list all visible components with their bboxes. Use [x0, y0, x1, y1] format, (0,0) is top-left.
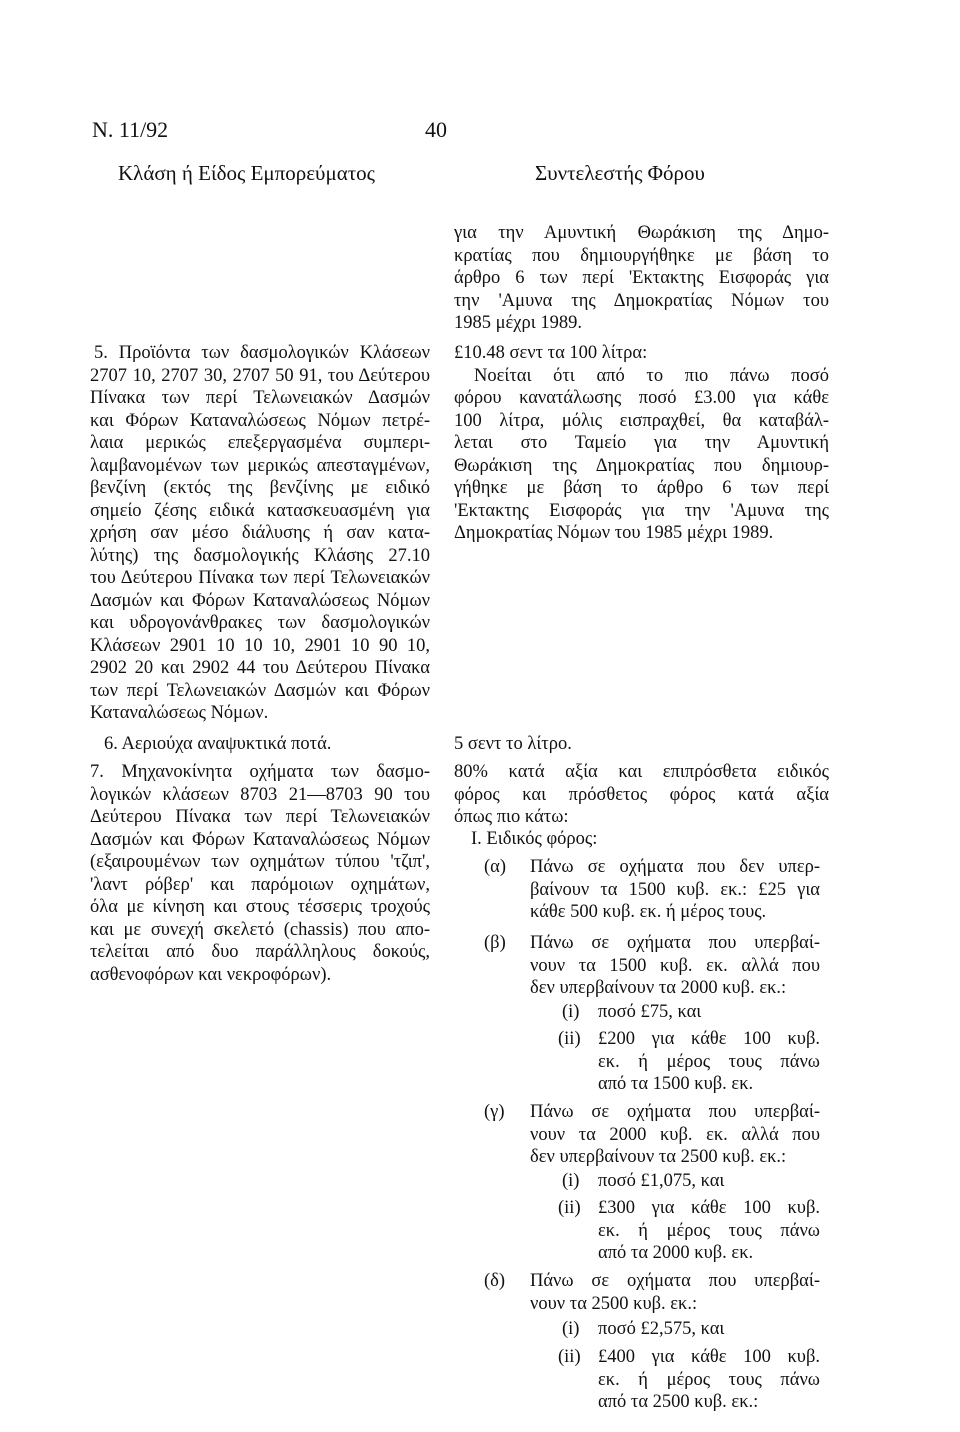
column-heading-rate: Συντελεστής Φόρου: [535, 161, 705, 185]
subitem-c-ii-label: (ii): [558, 1198, 581, 1218]
text-line: 'Εκτακτης Εισφοράς για την 'Αμυνα της: [454, 500, 829, 521]
subitem-a-label: (α): [484, 857, 507, 877]
text-line: 5. Προϊόντα των δασμολογικών Κλάσεων: [94, 343, 430, 363]
text-line: και με συνεχή σκελετό (chassis) που απο-: [90, 919, 430, 940]
text-line: και Φόρων Καταναλώσεως Νόμων πετρέ-: [90, 410, 430, 431]
subitem-d-text: [530, 1270, 820, 1315]
text-line: δεν υπερβαίνουν τα 2500 κυβ. εκ.:: [530, 1147, 787, 1167]
subitem-c-label: (γ): [484, 1102, 505, 1122]
text-line: γήθηκε με βάση το άρθρο 6 των περί: [454, 478, 829, 498]
text-line: νουν τα 1500 κυβ. εκ. αλλά που: [530, 955, 820, 976]
text-line: Πάνω σε οχήματα που δεν υπερ-: [530, 857, 820, 877]
subitem-d-ii-text: [598, 1346, 820, 1414]
text-line: λύτης) της δασμολογικής Κλάσης 27.10: [90, 545, 430, 566]
subitem-d-ii-label: (ii): [558, 1347, 581, 1367]
text-line: 'λαντ ρόβερ' και παρόμοιων οχημάτων,: [90, 874, 430, 895]
text-line: 100 λίτρα, μόλις εισπραχθεί, θα καταβάλ-: [454, 410, 829, 431]
text-line: £10.48 σεντ τα 100 λίτρα:: [454, 343, 648, 363]
special-tax-heading: Ι. Ειδικός φόρος:: [471, 829, 598, 849]
subitem-d-i-text: ποσό £2,575, και: [598, 1319, 725, 1339]
text-line: λαια μερικώς επεξεργασμένα συμπερι-: [90, 433, 430, 453]
text-line: 80% κατά αξία και επιπρόσθετα ειδικός: [454, 762, 829, 782]
text-line: κρατίας που δημιουργήθηκε με βάση το: [454, 245, 829, 266]
text-line: εκ. ή μέρος τους πάνω: [598, 1220, 820, 1241]
text-line: εκ. ή μέρος τους πάνω: [598, 1369, 820, 1390]
text-line: από τα 1500 κυβ. εκ.: [598, 1074, 754, 1094]
text-line: βαίνουν τα 1500 κυβ. εκ.: £25 για: [530, 879, 820, 900]
text-line: £200 για κάθε 100 κυβ.: [598, 1029, 820, 1049]
text-line: Καταναλώσεως Νόμων.: [90, 703, 269, 723]
subitem-b-ii-text: [598, 1028, 820, 1096]
text-line: κάθε 500 κυβ. εκ. ή μέρος τους.: [530, 902, 767, 922]
text-line: Πάνω σε οχήματα που υπερβαί-: [530, 933, 820, 953]
item-7-rate-intro: [454, 761, 829, 829]
text-line: τελείται από δυο παράλληλους δοκούς,: [90, 942, 430, 962]
text-line: νουν τα 2000 κυβ. εκ. αλλά που: [530, 1124, 820, 1145]
text-line: 2902 20 και 2902 44 του Δεύτερου Πίνακα: [90, 658, 430, 678]
subitem-b-i-text: ποσό £75, και: [598, 1002, 702, 1022]
text-line: φόρος και πρόσθετος φόρος κατά αξία: [454, 784, 829, 805]
text-line: 1985 μέχρι 1989.: [454, 313, 582, 333]
text-line: Πάνω σε οχήματα που υπερβαί-: [530, 1102, 820, 1122]
text-line: φόρου κανατάλωσης ποσό £3.00 για κάθε: [454, 388, 829, 408]
text-line: Δασμών και Φόρων Καταναλώσεως Νόμων: [90, 590, 430, 611]
subitem-c-i-label: (i): [562, 1171, 580, 1191]
text-line: όλα με κίνηση και στους τέσσερις τροχούς: [90, 897, 430, 917]
text-line: 2707 10, 2707 30, 2707 50 91, του Δεύτερου: [90, 365, 430, 386]
subitem-d-i-label: (i): [562, 1319, 580, 1339]
subitem-b-label: (β): [484, 933, 506, 953]
law-number: Ν. 11/92: [92, 117, 169, 142]
text-line: σημείο ζέσης ειδικά κατασκευασμένη για: [90, 500, 430, 521]
text-line: από τα 2500 κυβ. εκ.:: [598, 1392, 759, 1412]
item-7-description: [90, 761, 430, 986]
text-line: την 'Αμυνα της Δημοκρατίας Νόμων του: [454, 290, 829, 311]
subitem-c-text: [530, 1101, 820, 1169]
item-6-description: 6. Αεριούχα αναψυκτικά ποτά.: [104, 734, 332, 754]
subitem-a-text: [530, 856, 820, 924]
page-number: 40: [425, 117, 447, 142]
item-5-rate: [454, 342, 829, 545]
text-line: δεν υπερβαίνουν τα 2000 κυβ. εκ.:: [530, 978, 787, 998]
text-line: όπως πιο κάτω:: [454, 807, 569, 827]
text-line: Δασμών και Φόρων Καταναλώσεως Νόμων: [90, 829, 430, 850]
subitem-c-ii-text: [598, 1197, 820, 1265]
text-line: Πάνω σε οχήματα που υπερβαί-: [530, 1271, 820, 1291]
text-line: νουν τα 2500 κυβ. εκ.:: [530, 1293, 698, 1314]
text-line: 7. Μηχανοκίνητα οχήματα των δασμο-: [90, 762, 430, 782]
column-heading-class: Κλάση ή Είδος Εμπορεύματος: [118, 161, 375, 185]
text-line: βενζίνη (εκτός της βενζίνης με ειδικό: [90, 478, 430, 498]
text-line: £300 για κάθε 100 κυβ.: [598, 1198, 820, 1218]
subitem-c-i-text: ποσό £1,075, και: [598, 1171, 725, 1191]
text-line: Πίνακα των περί Τελωνειακών Δασμών: [90, 388, 430, 408]
text-line: των περί Τελωνειακών Δασμών και Φόρων: [90, 680, 430, 701]
item-6-rate: 5 σεντ το λίτρο.: [454, 734, 572, 754]
text-line: Δημοκρατίας Νόμων του 1985 μέχρι 1989.: [454, 523, 774, 543]
text-line: Δεύτερου Πίνακα των περί Τελωνειακών: [90, 807, 430, 827]
item-5-description: [90, 342, 430, 725]
text-line: λεται στο Ταμείο για την Αμυντική: [454, 433, 829, 453]
text-line: λογικών κλάσεων 8703 21—8703 90 του: [90, 784, 430, 805]
subitem-b-ii-label: (ii): [558, 1029, 581, 1049]
text-line: χρήση σαν μέσο διάλυσης ή σαν κατα-: [90, 523, 430, 543]
text-line: ασθενοφόρων και νεκροφόρων).: [90, 964, 332, 985]
text-line: Νοείται ότι από το πιο πάνω ποσό: [474, 365, 829, 386]
text-line: Κλάσεων 2901 10 10 10, 2901 10 90 10,: [90, 635, 430, 656]
text-line: από τα 2000 κυβ. εκ.: [598, 1243, 754, 1263]
right-continuation: [454, 222, 829, 335]
text-line: (εξαιρουμένων των οχημάτων τύπου 'τζιπ',: [90, 852, 430, 872]
subitem-d-label: (δ): [484, 1271, 506, 1291]
text-line: £400 για κάθε 100 κυβ.: [598, 1347, 820, 1367]
subitem-b-i-label: (i): [562, 1002, 580, 1022]
text-line: και υδρογονάνθρακες των δασμολογικών: [90, 613, 430, 633]
text-line: για την Αμυντική Θωράκιση της Δημο-: [454, 223, 829, 243]
text-line: Θωράκιση της Δημοκρατίας που δημιουρ-: [454, 455, 829, 476]
text-line: του Δεύτερου Πίνακα των περί Τελωνειακών: [90, 568, 430, 588]
text-line: λαμβανομένων των μερικώς απεσταγμένων,: [90, 455, 430, 476]
text-line: εκ. ή μέρος τους πάνω: [598, 1051, 820, 1072]
text-line: άρθρο 6 των περί 'Εκτακτης Εισφοράς για: [454, 268, 829, 288]
subitem-b-text: [530, 932, 820, 1000]
